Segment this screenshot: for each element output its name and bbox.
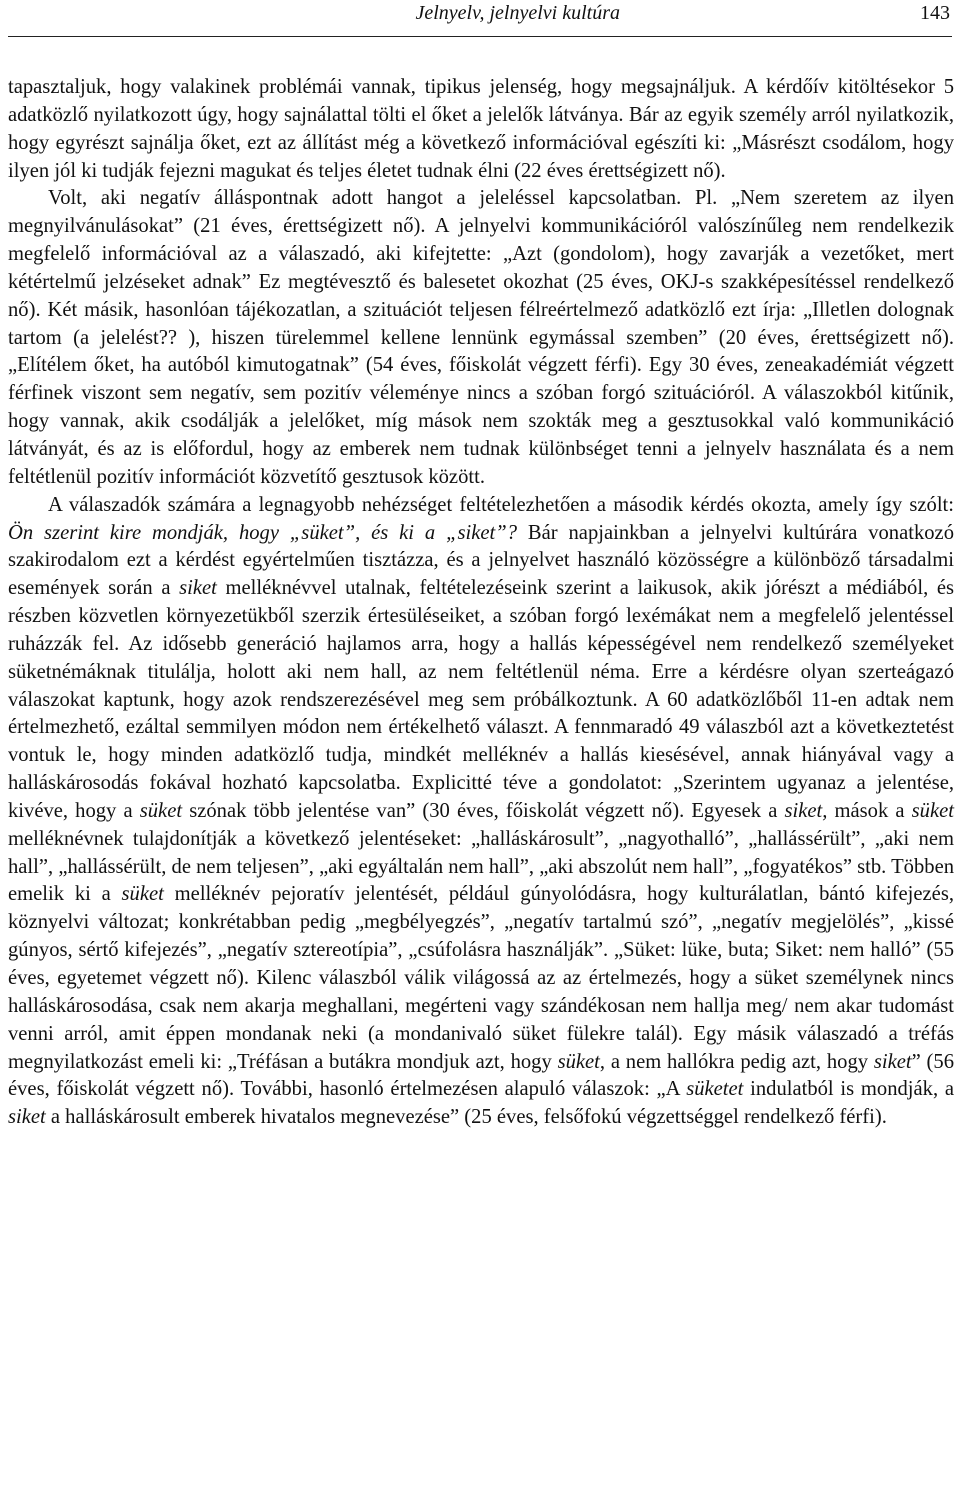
italic-text-run: Ön szerint kire mondják, hogy „süket”, és ki a „siket”? [8, 521, 518, 544]
text-run: ” (56 éves, főiskolát végzett nő). További, hasonló értelmezésen alapuló válaszok: „A [8, 1050, 954, 1101]
text-run: a halláskárosult emberek hivatalos megnevezése” (25 éves, felsőfokú végzettséggel rendelkező férfi). [45, 1106, 887, 1129]
text-run: melléknévvel utalnak, feltételezéseink szerint a laikusok, akik jórészt a médiából, és részben közvetlen környezetükből szerzik értesüléseiket, a szóban forgó lexémákat nem a megfelelő jelentéssel ruházzák fel. Az idősebb generáció hajlamos arra, hogy a hallás képességével nem rendelkező személyeket süketnémáknak titulálja, holott aki nem hall, az nem feltétlenül néma. Erre a kérdésre olyan szerteágazó válaszokat kaptunk, hogy azok rendszerezésével meg sem próbálkoztunk. A 60 adatközlőből 11-en adtak nem értelmezhető, ezáltal semmilyen módon nem értékelhető választ. A fennmaradó 49 válaszból azt a következtetést vontuk le, hogy minden adatközlő tudja, mindkét melléknév a hallás kiesésével, annak hiányával vagy a halláskárosodás fokával hozható kapcsolatba. Explicitté téve a gondolatot: „Szerintem ugyanaz a jelentése, kivéve, hogy a [8, 577, 954, 822]
text-run: Volt, aki negatív álláspontnak adott hangot a jeleléssel kapcsolatban. Pl. „Nem szeretem az ilyen megnyilvánulásokat” (21 éves, érettségizett nő). A jelnyelvi kommunikációról valószínűleg nem rendelkezik megfelelő információval az a válaszadó, aki kifejtette: „Azt (gondolom), hogy zavarják a vezetőket, mert kétértelmű jelzéseket adnak” Ez megtévesztő és balesetet okozhat (25 éves, OKJ-s szakképesítéssel rendelkező nő). Két másik, hasonlóan tájékozatlan, a szituációt teljesen félreértelmező adatközlő ezt írja: „Illetlen dolognak tartom (a jelelést?? ), hiszen türelemmel kellene lennünk egymással szemben” (20 éves, érettségizett nő). „Elítélem őket, ha autóból kimutogatnak” (54 éves, főiskolát végzett férfi). Egy 30 éves, zeneakadémiát végzett férfinek viszont sem negatív, sem pozitív véleménye nincs a szóban forgó szituációról. A válaszokból kitűnik, hogy vannak, akik csodálják a jelelőket, míg mások nem szokták meg a gesztusokkal való kommunikáció látványát, és az is előfordul, hogy az emberek nem tudnak különbséget tenni a jelnyelv használata és a nem feltétlenül pozitív információt közvetítő gesztusok között. [8, 187, 954, 488]
italic-text-run: süketet [686, 1078, 744, 1101]
italic-text-run: siket [179, 577, 217, 600]
italic-text-run: süket [557, 1050, 600, 1073]
italic-text-run: siket, [784, 799, 828, 822]
italic-text-run: süket [121, 883, 164, 906]
italic-text-run: siket [873, 1050, 912, 1073]
paragraph [8, 185, 954, 491]
text-run: melléknévnek tulajdonítják a következő jelentéseket: „halláskárosult”, „nagyothalló”, „hallássérült”, „aki nem hall”, „hallássérült, de nem teljesen”, „aki egyáltalán nem hall”, „aki abszolút nem hall”, „fogyatékos” stb. Többen emelik ki a [8, 827, 955, 906]
body-text [8, 74, 954, 1132]
text-run: indulatból is mondják, a [743, 1078, 954, 1101]
text-run: tapasztaljuk, hogy valakinek problémái vannak, tipikus jelenség, hogy megsajnáljuk. A kérdőív kitöltésekor 5 adatközlő nyilatkozott úgy, hogy sajnálattal tölti el őket a jelelők látványa. Bár az egyik személy arról nyilatkozik, hogy egyrészt sajnálja őket, ezt az állítást még a következő információval egészíti ki: „Másrészt csodálom, hogy ilyen jól ki tudják fejezni magukat és teljes életet tudnak élni (22 éves érettségizett nő). [8, 76, 954, 182]
italic-text-run: süket [911, 799, 954, 822]
text-run: Bár napjainkban a jelnyelvi kultúrára vonatkozó szakirodalom ezt a kérdést egyértelműen tisztázza, és a jelnyelvet használó közösségre a különböző társadalmi események során a [8, 521, 954, 600]
paragraph [8, 492, 954, 1132]
text-run: melléknév pejoratív jelentését, például gúnyolódásra, hogy kulturálatlan, bántó kifejezés, köznyelvi változat; konkrétabban pedig „megbélyegzés”, „negatív tartalmú szó”, „negatív megjelölés”, „kissé gúnyos, sértő kifejezés”, „negatív sztereotípia”, „csúfolásra használják”. „Süket: lüke, buta; Siket: nem halló” (55 éves, egyetemet végzett nő). Kilenc válaszból válik világossá az az értelmezés, hogy a süket személynek nincs halláskárosodása, csak nem akarja meghallani, megérteni vagy szándékosan nem hallja meg/ nem akar tudomást venni arról, amit éppen mondanak neki (a mondanivaló süket fülekre talál). Egy másik válaszadó a tréfás megnyilatkozást emeli ki: „Tréfásan a butákra mondjuk azt, hogy [8, 883, 954, 1073]
text-run: , a nem hallókra pedig azt, hogy [599, 1050, 874, 1073]
page-number: 143 [920, 2, 950, 24]
text-run: A válaszadók számára a legnagyobb nehézséget feltételezhetően a második kérdés okozta, amely így szólt: [48, 493, 954, 516]
text-run: mások a [827, 799, 912, 822]
italic-text-run: siket [8, 1106, 46, 1129]
header-rule [8, 36, 952, 37]
running-header [0, 0, 960, 38]
running-title: Jelnyelv, jelnyelvi kultúra [415, 2, 620, 24]
italic-text-run: süket [139, 799, 183, 822]
paragraph [8, 74, 954, 185]
text-run: szónak több jelentése van” (30 éves, főiskolát végzett nő). Egyesek a [182, 799, 785, 822]
